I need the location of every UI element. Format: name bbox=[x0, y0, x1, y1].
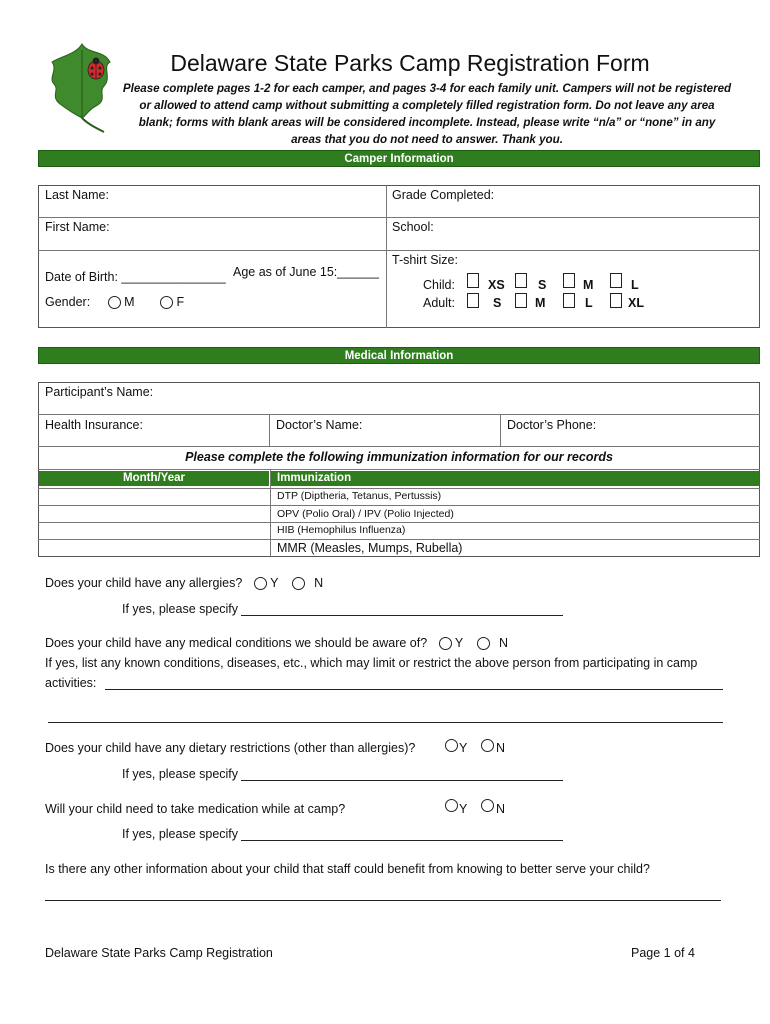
allergies-specify-label: If yes, please specify bbox=[122, 602, 239, 616]
allergies-yes-radio[interactable] bbox=[254, 577, 267, 590]
child-xs-checkbox[interactable] bbox=[467, 273, 479, 288]
dietary-yes-label: Y bbox=[459, 741, 468, 755]
dietary-question: Does your child have any dietary restrictions (other than allergies)? bbox=[45, 741, 416, 755]
dietary-specify-line[interactable] bbox=[241, 780, 563, 781]
medication-specify-line[interactable] bbox=[241, 840, 563, 841]
dietary-yes-radio[interactable] bbox=[445, 739, 458, 752]
month-year-header: Month/Year bbox=[39, 471, 269, 486]
footer-title: Delaware State Parks Camp Registration bbox=[45, 946, 273, 960]
child-s-checkbox[interactable] bbox=[515, 273, 527, 288]
adult-xl-label: XL bbox=[628, 296, 644, 310]
conditions-yes-radio[interactable] bbox=[439, 637, 452, 650]
adult-size-label: Adult: bbox=[423, 296, 455, 310]
dob-field[interactable]: Date of Birth: _______________ bbox=[45, 270, 226, 284]
tshirt-label: T-shirt Size: bbox=[392, 253, 458, 267]
conditions-no-label: N bbox=[499, 636, 509, 650]
allergies-specify-line[interactable] bbox=[241, 615, 563, 616]
gender-f-label: F bbox=[176, 295, 185, 309]
allergies-yes-label: Y bbox=[270, 576, 279, 590]
child-m-label: M bbox=[583, 278, 594, 292]
immunization-header: Immunization bbox=[271, 471, 759, 486]
conditions-no-radio[interactable] bbox=[477, 637, 490, 650]
adult-l-checkbox[interactable] bbox=[563, 293, 575, 308]
activities-line[interactable] bbox=[105, 689, 723, 690]
gender-row bbox=[45, 295, 184, 309]
conditions-question: Does your child have any medical conditions we should be aware of? Y N bbox=[45, 636, 509, 650]
health-insurance-field[interactable]: Health Insurance: bbox=[45, 418, 143, 432]
adult-l-label: L bbox=[585, 296, 593, 310]
child-m-checkbox[interactable] bbox=[563, 273, 575, 288]
activities-label: activities: bbox=[45, 676, 97, 690]
form-title: Delaware State Parks Camp Registration Form bbox=[170, 50, 650, 76]
medical-section-header: Medical Information bbox=[38, 347, 760, 364]
last-name-field[interactable]: Last Name: bbox=[45, 188, 109, 202]
camper-section-header: Camper Information bbox=[38, 150, 760, 167]
page-number: Page 1 of 4 bbox=[631, 946, 695, 960]
medication-no-radio[interactable] bbox=[481, 799, 494, 812]
adult-s-label: S bbox=[493, 296, 502, 310]
school-field[interactable]: School: bbox=[392, 220, 434, 234]
immunization-hib: HIB (Hemophilus Influenza) bbox=[277, 524, 406, 536]
leaf-ladybug-logo bbox=[46, 40, 118, 135]
child-l-checkbox[interactable] bbox=[610, 273, 622, 288]
grade-field[interactable]: Grade Completed: bbox=[392, 188, 495, 202]
medication-yes-radio[interactable] bbox=[445, 799, 458, 812]
adult-xl-checkbox[interactable] bbox=[610, 293, 622, 308]
gender-m-label: M bbox=[124, 295, 135, 309]
gender-m-radio[interactable] bbox=[108, 296, 121, 309]
medication-specify-label: If yes, please specify bbox=[122, 827, 239, 841]
conditions-detail-text: If yes, list any known conditions, diseases, etc., which may limit or restrict the above person from participating in camp bbox=[45, 656, 698, 670]
allergies-no-radio[interactable] bbox=[292, 577, 305, 590]
adult-s-checkbox[interactable] bbox=[467, 293, 479, 308]
form-instructions: Please complete pages 1-2 for each camper, and pages 3-4 for each family unit. Campers will not be registered or allowed to attend camp without submitting a completely filled registration form. Do not leave any area blank; forms with blank areas will be considered incomplete. Instead, please write “n/a” or “none” in any areas that you do not need to answer. Thank you. bbox=[122, 82, 732, 146]
child-size-label: Child: bbox=[423, 278, 455, 292]
immunization-note: Please complete the following immunization information for our records bbox=[185, 450, 613, 464]
child-xs-label: XS bbox=[488, 278, 505, 292]
child-s-label: S bbox=[538, 278, 547, 292]
dietary-specify-label: If yes, please specify bbox=[122, 767, 239, 781]
activities-line-2[interactable] bbox=[48, 722, 723, 723]
adult-m-checkbox[interactable] bbox=[515, 293, 527, 308]
gender-label: Gender: bbox=[45, 295, 91, 309]
immunization-dtp: DTP (Diptheria, Tetanus, Pertussis) bbox=[277, 490, 442, 502]
medication-yes-label: Y bbox=[459, 802, 468, 816]
doctor-phone-field[interactable]: Doctor’s Phone: bbox=[507, 418, 597, 432]
doctor-name-field[interactable]: Doctor’s Name: bbox=[276, 418, 363, 432]
conditions-yes-label: Y bbox=[454, 636, 464, 650]
gender-f-radio[interactable] bbox=[160, 296, 173, 309]
dietary-no-radio[interactable] bbox=[481, 739, 494, 752]
other-info-line[interactable] bbox=[45, 900, 721, 901]
medication-question: Will your child need to take medication while at camp? bbox=[45, 802, 346, 816]
adult-m-label: M bbox=[535, 296, 546, 310]
allergies-no-label: N bbox=[314, 576, 324, 590]
dietary-no-label: N bbox=[496, 741, 506, 755]
first-name-field[interactable]: First Name: bbox=[45, 220, 110, 234]
immunization-opv: OPV (Polio Oral) / IPV (Polio Injected) bbox=[277, 508, 454, 520]
medication-no-label: N bbox=[496, 802, 506, 816]
child-l-label: L bbox=[631, 278, 639, 292]
other-info-question: Is there any other information about your child that staff could benefit from knowing to better serve your child? bbox=[45, 862, 650, 876]
age-field[interactable]: Age as of June 15:______ bbox=[233, 265, 379, 279]
allergies-question: Does your child have any allergies? Y N bbox=[45, 576, 324, 590]
participant-name-field[interactable]: Participant’s Name: bbox=[45, 385, 154, 399]
immunization-mmr: MMR (Measles, Mumps, Rubella) bbox=[277, 541, 463, 555]
